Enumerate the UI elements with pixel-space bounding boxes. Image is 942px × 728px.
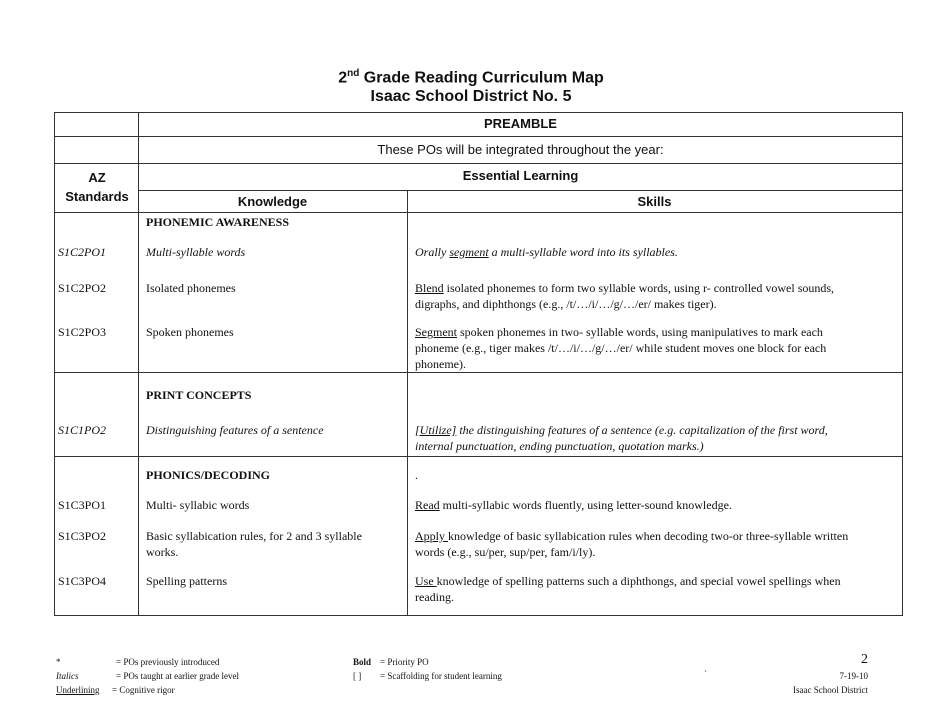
table-row-knowledge: Multi- syllabic words (146, 498, 250, 512)
table-row-skill: Apply knowledge of basic syllabication rules when decoding two-or three-syllable written words (e.g., su/per, sup/per, fam/i/ly). (415, 529, 849, 559)
section-print-concepts: PRINT CONCEPTS (146, 388, 252, 402)
footer-district: Isaac School District (793, 685, 868, 695)
table-row-std: S1C2PO2 (58, 281, 107, 295)
table-row-std: S1C2PO1 (58, 245, 106, 259)
legend-italics: Italics (56, 671, 79, 681)
legend-underlining: Underlining (56, 685, 100, 695)
knowledge-heading: Knowledge (237, 194, 308, 209)
table-row-knowledge: Distinguishing features of a sentence (146, 423, 324, 437)
essential-learning-heading: Essential Learning (462, 168, 579, 183)
table-row-skill: [Utilize] the distinguishing features of a sentence (e.g. capitalization of the first word, internal punctuation, ending punctuation, quotation marks.) (415, 423, 828, 453)
legend-star-desc: = POs previously introduced (116, 657, 220, 667)
section-phonemic-awareness: PHONEMIC AWARENESS (146, 215, 290, 229)
table-row-skill: Blend isolated phonemes to form two syllable words, using r- controlled vowel sounds, digraphs, and diphthongs (e.g., /t/…/i/…/g/…/er/ makes tiger). (415, 281, 835, 311)
table-row-knowledge: Multi-syllable words (146, 245, 246, 259)
legend-bold-desc: = Priority PO (380, 657, 429, 667)
table-row-std: S1C1PO2 (58, 423, 106, 437)
legend-bold: Bold (353, 657, 372, 667)
legend-brackets: [ ] (353, 671, 362, 681)
legend-star: * (56, 657, 61, 667)
page-number: 2 (861, 652, 868, 667)
table-row-knowledge: Spelling patterns (146, 574, 227, 588)
preamble-heading: PREAMBLE (484, 116, 557, 131)
table-row-skill: Orally segment a multi-syllable word into its syllables. (415, 245, 678, 259)
table-row-std: S1C3PO1 (58, 498, 107, 512)
district-title: Isaac School District No. 5 (370, 88, 572, 105)
table-row-skill: Read multi-syllabic words fluently, using letter-sound knowledge. (415, 498, 732, 512)
table-row-knowledge: Spoken phonemes (146, 325, 234, 339)
table-row-knowledge: Isolated phonemes (146, 281, 236, 295)
skills-heading: Skills (637, 194, 672, 209)
footer-date: 7-19-10 (839, 671, 868, 681)
legend-underlining-desc: = Cognitive rigor (112, 685, 175, 695)
az-standards-heading: AZ Standards (65, 170, 129, 204)
section-phonics-decoding: PHONICS/DECODING (146, 468, 271, 482)
legend-italics-desc: = POs taught at earlier grade level (116, 671, 240, 681)
preamble-note: These POs will be integrated throughout the year: (377, 142, 664, 157)
document-title: 2nd Grade Reading Curriculum Map (338, 68, 604, 87)
table-row-std: S1C3PO4 (58, 574, 107, 588)
table-row-std: S1C3PO2 (58, 529, 107, 543)
table-row-knowledge: Basic syllabication rules, for 2 and 3 syllable works. (146, 529, 362, 559)
table-row-std: S1C2PO3 (58, 325, 107, 339)
table-row-skill: Use knowledge of spelling patterns such a diphthongs, and special vowel spellings when reading. (415, 574, 841, 604)
legend-brackets-desc: = Scaffolding for student learning (380, 671, 502, 681)
footer-tick: ` (704, 669, 707, 679)
table-row-skill: Segment spoken phonemes in two- syllable words, using manipulatives to mark each phoneme (e.g., tiger makes /t/…/i/…/g/…/er/ while student moves one block for each phoneme). (415, 325, 827, 371)
phonics-skill-mark: . (415, 468, 418, 482)
